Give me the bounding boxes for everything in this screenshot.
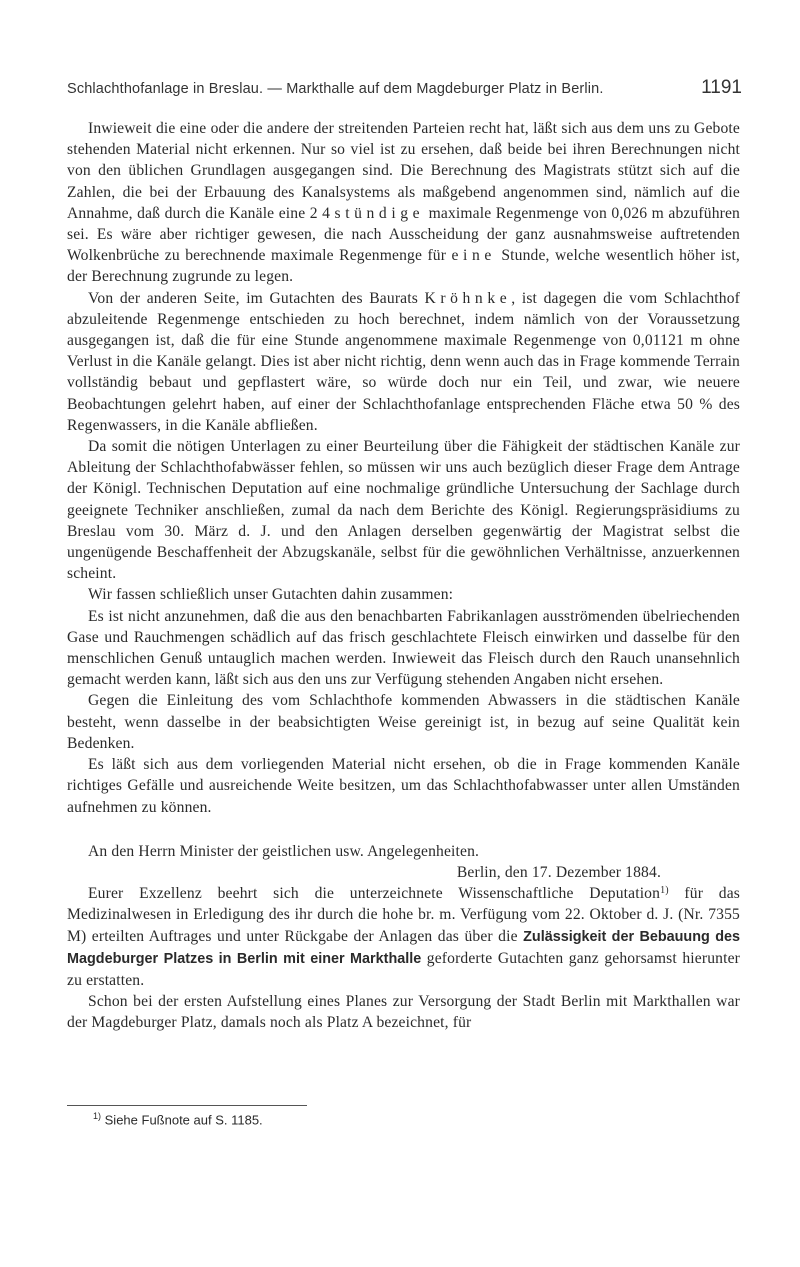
footnote-rule [67,1105,307,1106]
paragraph-2 [67,288,740,436]
p1-spaced-eine: eine [451,247,496,265]
p1-text-e: Stunde, welche wesentlich höher ist, der Berechnung zugrunde zu legen. [67,247,740,286]
footnote-text [93,1111,742,1127]
paragraph-1 [67,118,740,288]
body-text [67,118,740,1034]
letter-address: An den Herrn Minister der geistlichen usw. Angelegenheiten. [88,842,480,860]
letter-dateline: Berlin, den 17. Dezember 1884. [456,863,661,881]
p8-text-c: geforderte Gutachten ganz gehorsamst hierunter zu erstatten. [67,949,740,989]
running-title: Schlachthofanlage in Breslau. — Markthalle auf dem Magdeburger Platz in Berlin. [67,81,604,97]
page-header [67,78,742,102]
section-gap [67,818,740,841]
p8-text-b: für das Medizinalwesen in Erledigung des ihr durch die hohe br. m. Verfügung vom 22. Oktober d. J. (Nr. 7355 M) erteilten Auftrages und unter Rückgabe der Anlagen das über die [67,885,740,945]
paragraph-6: Gegen die Einleitung des vom Schlachthofe kommenden Abwassers in die städtischen Kanäle besteht, wenn dasselbe in der beabsichtigten Weise gereinigt ist, in bezug auf seine Qualität kein Bedenken. [67,692,740,752]
footnote-content: Siehe Fußnote auf S. 1185. [104,1112,263,1128]
p1-text-a: Inwieweit die eine oder die andere der streitenden Parteien recht hat, läßt sich aus dem uns zu Gebote stehenden Material nicht erkennen. Nur so viel ist zu ersehen, daß beide bei ihren Berechnungen nicht von den üblichen Grundlagen ausgegangen sind. Die Berechnung des Magistrats stützt sich auf die Zahlen, die bei der Erbauung des Kanalsystems als maßgebend angenommen sind, nämlich auf die Annahme, daß durch die Kanäle eine [67,120,740,222]
paragraph-5: Es ist nicht anzunehmen, daß die aus den benachbarten Fabrikanlagen ausströmenden übelriechenden Gase und Rauchmengen schädlich auf das frisch geschlachtete Fleisch einwirken und dasselbe für den menschlichen Genuß untauglich machen werden. Inwieweit das Fleisch durch den Rauch unansehnlich gemacht werden kann, läßt sich aus den uns zur Verfügung stehenden Angaben nicht ersehen. [67,607,740,689]
footnote [67,1105,742,1127]
paragraph-9: Schon bei der ersten Aufstellung eines Planes zur Versorgung der Stadt Berlin mit Markthallen war der Magdeburger Platz, damals noch als Platz A bezeichnet, für [67,993,740,1032]
page-number: 1191 [701,77,742,98]
paragraph-8 [67,883,740,991]
footnote-reference: 1) [660,885,669,897]
p8-highlight-title: Zulässigkeit der Bebauung des Magdeburger Platzes in Berlin mit einer Markthalle [67,928,740,967]
p8-text-a: Eurer Exzellenz beehrt sich die unterzeichnete Wissenschaftliche Deputation [88,885,661,903]
footnote-mark: 1) [93,1111,102,1121]
paragraph-7: Es läßt sich aus dem vorliegenden Material nicht ersehen, ob die in Frage kommenden Kanäle richtiges Gefälle und ausreichende Weite besitzen, um das Schlachthofabwasser unter allen Umständen aufnehmen zu können. [67,756,740,816]
p1-text-c: maximale Regenmenge von 0,026 m abzuführen sei. Es wäre aber richtiger gewesen, die nach Ausscheidung der ganz ausnahmsweise auftretenden Wolkenbrüche zu berechnende maximale Regenmenge für [67,204,741,265]
p1-spaced-24stuendige: 24stündige [309,204,425,222]
paragraph-3: Da somit die nötigen Unterlagen zu einer Beurteilung über die Fähigkeit der städtischen Kanäle zur Ableitung der Schlachthofabwässer fehlen, so müssen wir uns auch bezüglich dieser Frage dem Antrage der Königl. Technischen Deputation auf eine nochmalige gründliche Untersuchung der Sachlage durch geeignete Techniker anschließen, zumal da nach dem Berichte des Königl. Regierungspräsidiums zu Breslau vom 30. März d. J. und den Anlagen derselben gegenwärtig der Magistrat selbst die ungenügende Beschaffenheit der Abzugskanäle, selbst für die gewöhnlichen Verhältnisse, anzuerkennen scheint. [67,438,740,583]
paragraph-4: Wir fassen schließlich unser Gutachten dahin zusammen: [88,586,454,604]
p2-text-a: Von der anderen Seite, im Gutachten des Baurats [88,289,418,307]
p2-spaced-name: Kröhnke [424,289,512,307]
p2-text-c: , ist dagegen die vom Schlachthof abzuleitende Regenmenge entschieden zu hoch berechnet, indem nämlich von der Voraussetzung ausgegangen ist, daß die für eine Stunde angenommene maximale Regenmenge von 0,01121 m ohne Verlust in die Kanäle gelangt. Dies ist aber nicht richtig, denn wenn auch das in Frage kommende Terrain vollständig bebaut und gepflastert wäre, so würde doch nur ein Teil, und zwar, wie neuere Beobachtungen gelehrt haben, auf einer der Schlachthofanlage entsprechenden Fläche etwa 50 % des Regenwassers, in die Kanäle abfließen. [67,289,740,434]
